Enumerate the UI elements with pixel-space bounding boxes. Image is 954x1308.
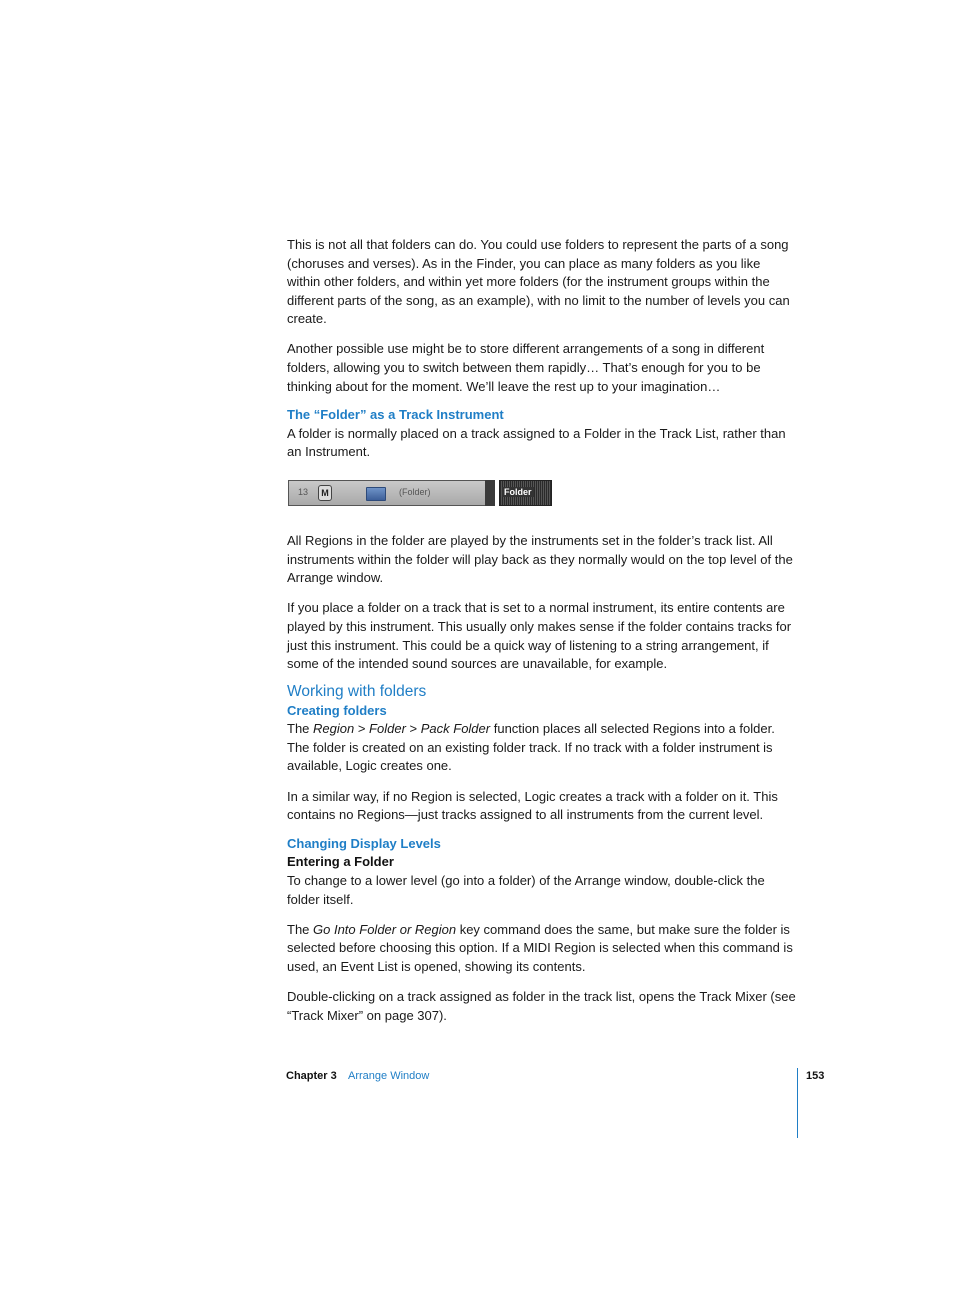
heading-creating-folders: Creating folders <box>287 702 387 718</box>
folder-region <box>499 480 552 506</box>
footer-chapter: Chapter 3 <box>286 1070 337 1082</box>
menu-term-region: Region <box>313 721 355 737</box>
text-run: > <box>405 721 421 737</box>
paragraph-folder-placement: A folder is normally placed on a track assigned to a Folder in the Track List, rather than an Instrument. <box>287 425 786 460</box>
heading-changing-display-levels: Changing Display Levels <box>287 835 441 851</box>
paragraph-pack-folder <box>287 720 797 776</box>
track-number: 13 <box>298 487 309 498</box>
text-run: The <box>287 721 314 737</box>
mute-button: M <box>318 485 332 501</box>
paragraph-regions-played: All Regions in the folder are played by the instruments set in the folder’s track list. All instruments within the folder will play back as they normally would on the top level of the Arrange window. <box>287 533 793 586</box>
paragraph-go-into-folder <box>287 921 797 977</box>
paragraph-arrangements: Another possible use might be to store different arrangements of a song in different folders, allowing you to switch between them rapidly… That’s enough for you to be thinking about for the moment. We’ll leave the rest up to your imagination… <box>287 341 765 394</box>
text-run: function places all selected Regions into a folder. The folder is created on an existing folder track. If no track with a folder instrument is available, Logic creates one. <box>287 721 775 774</box>
paragraph-double-click-folder: To change to a lower level (go into a folder) of the Arrange window, double-click the folder itself. <box>287 872 765 907</box>
paragraph-no-region-selected: In a similar way, if no Region is selected, Logic creates a track with a folder on it. This contains no Regions—just tracks assigned to all instruments from the current level. <box>287 788 778 823</box>
heading-folder-track-instrument: The “Folder” as a Track Instrument <box>287 407 504 423</box>
menu-term-pack-folder: Pack Folder <box>420 721 491 737</box>
heading-working-with-folders: Working with folders <box>287 682 427 700</box>
track-divider <box>485 480 495 506</box>
folder-icon <box>366 487 386 501</box>
track-row <box>288 480 492 506</box>
folder-region-label: Folder <box>504 487 532 498</box>
paragraph-normal-instrument: If you place a folder on a track that is set to a normal instrument, its entire contents are played by this instrument. This usually only makes sense if the folder contains tracks for just this instrument. This could be a quick way of listening to a string arrangement, if some of the intended sound sources are unavailable, for example. <box>287 600 792 672</box>
text-run: key command does the same, but make sure the folder is selected before choosing this option. If a MIDI Region is selected when this command is used, an Event List is opened, showing its contents. <box>287 921 793 974</box>
menu-term-folder: Folder <box>369 721 406 737</box>
track-strip-figure <box>288 480 552 508</box>
text-run: The <box>287 921 314 937</box>
heading-entering-folder: Entering a Folder <box>287 854 394 870</box>
footer-section-link[interactable]: Arrange Window <box>348 1070 430 1082</box>
text-run: > <box>354 721 370 737</box>
page-content <box>287 236 797 1037</box>
track-name: (Folder) <box>399 487 431 498</box>
footer-divider <box>797 1068 798 1138</box>
paragraph-track-mixer: Double-clicking on a track assigned as folder in the track list, opens the Track Mixer (see “Track Mixer” on page 307). <box>287 988 796 1023</box>
key-command-term: Go Into Folder or Region <box>313 921 457 937</box>
paragraph-folders-uses: This is not all that folders can do. You could use folders to represent the parts of a song (choruses and verses). As in the Finder, you can place as many folders as you like within other folders, and within yet more folders (for the instrument groups within the different parts of the song, as an example), with no limit to the number of levels you can create. <box>287 237 790 327</box>
page-number: 153 <box>806 1070 825 1082</box>
